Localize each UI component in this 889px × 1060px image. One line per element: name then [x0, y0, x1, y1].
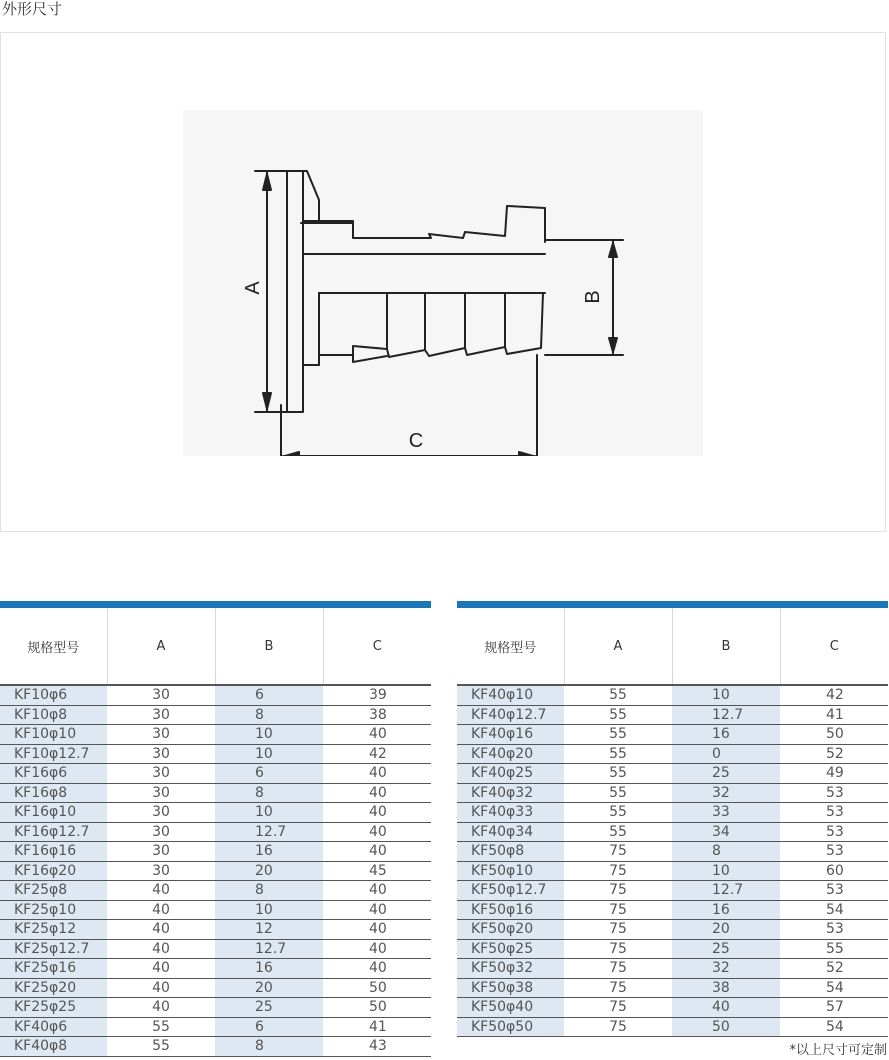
cell-c: 54: [780, 900, 888, 920]
table-row: [457, 803, 888, 823]
cell-model: KF50φ25: [457, 939, 564, 959]
cell-b: 10: [215, 803, 323, 823]
cell-c: 50: [323, 978, 431, 998]
cell-c: 53: [780, 803, 888, 823]
spec-table-left-body: [0, 685, 431, 1056]
cell-b: 32: [672, 783, 780, 803]
table-row: [0, 1017, 431, 1037]
cell-c: 40: [323, 783, 431, 803]
cell-c: 41: [780, 705, 888, 725]
cell-a: 55: [564, 744, 672, 764]
cell-b: 40: [672, 998, 780, 1018]
cell-a: 30: [107, 744, 215, 764]
cell-a: 30: [107, 861, 215, 881]
cell-c: 40: [323, 920, 431, 940]
cell-model: KF50φ32: [457, 959, 564, 979]
cell-c: 49: [780, 764, 888, 784]
cell-a: 55: [564, 822, 672, 842]
cell-a: 30: [107, 842, 215, 862]
cell-model: KF40φ33: [457, 803, 564, 823]
table-row: [457, 939, 888, 959]
cell-b: 32: [672, 959, 780, 979]
cell-c: 50: [323, 998, 431, 1018]
dimension-label-c: C: [408, 430, 424, 452]
cell-a: 75: [564, 920, 672, 940]
cell-c: 40: [323, 725, 431, 745]
cell-c: 52: [780, 744, 888, 764]
cell-a: 55: [564, 803, 672, 823]
table-row: [0, 861, 431, 881]
cell-a: 55: [564, 725, 672, 745]
table-row: [0, 959, 431, 979]
cell-a: 40: [107, 998, 215, 1018]
table-row: [457, 978, 888, 998]
cell-c: 40: [323, 959, 431, 979]
cell-a: 55: [107, 1017, 215, 1037]
cell-c: 40: [323, 822, 431, 842]
cell-a: 75: [564, 978, 672, 998]
section-title: 外形尺寸: [2, 0, 63, 18]
table-header-bar: [0, 601, 431, 608]
table-row: [457, 1017, 888, 1037]
table-row: [0, 881, 431, 901]
cell-c: 40: [323, 803, 431, 823]
table-row: [0, 764, 431, 784]
cell-a: 30: [107, 705, 215, 725]
cell-model: KF25φ10: [0, 900, 107, 920]
cell-model: KF50φ40: [457, 998, 564, 1018]
cell-model: KF16φ6: [0, 764, 107, 784]
table-row: [457, 881, 888, 901]
cell-a: 40: [107, 920, 215, 940]
cell-model: KF16φ10: [0, 803, 107, 823]
cell-a: 30: [107, 764, 215, 784]
dimension-label-b: B: [582, 290, 604, 304]
cell-c: 55: [780, 939, 888, 959]
cell-model: KF16φ8: [0, 783, 107, 803]
table-row: [0, 1037, 431, 1057]
cell-a: 30: [107, 685, 215, 705]
footnote: *以上尺寸可定制: [789, 1043, 887, 1058]
table-row: [457, 685, 888, 705]
cell-a: 30: [107, 803, 215, 823]
cell-b: 12.7: [672, 881, 780, 901]
cell-b: 12.7: [215, 822, 323, 842]
header-model: 规格型号: [0, 608, 107, 685]
table-row: [457, 998, 888, 1018]
cell-c: 41: [323, 1017, 431, 1037]
cell-b: 16: [672, 900, 780, 920]
cell-model: KF40φ32: [457, 783, 564, 803]
cell-a: 30: [107, 783, 215, 803]
cell-c: 50: [780, 725, 888, 745]
cell-a: 55: [107, 1037, 215, 1057]
spec-table-left: [0, 601, 431, 1057]
table-row: [457, 744, 888, 764]
cell-model: KF25φ8: [0, 881, 107, 901]
cell-model: KF16φ12.7: [0, 822, 107, 842]
cell-model: KF25φ12.7: [0, 939, 107, 959]
cell-model: KF40φ20: [457, 744, 564, 764]
cell-c: 40: [323, 764, 431, 784]
cell-a: 75: [564, 881, 672, 901]
cell-b: 0: [672, 744, 780, 764]
cell-b: 20: [215, 861, 323, 881]
table-row: [0, 744, 431, 764]
cell-c: 40: [323, 842, 431, 862]
cell-model: KF40φ6: [0, 1017, 107, 1037]
cell-c: 52: [780, 959, 888, 979]
cell-b: 50: [672, 1017, 780, 1037]
cell-c: 42: [780, 685, 888, 705]
cell-b: 33: [672, 803, 780, 823]
cell-a: 55: [564, 783, 672, 803]
cell-b: 8: [215, 705, 323, 725]
table-row: [0, 998, 431, 1018]
cell-model: KF50φ12.7: [457, 881, 564, 901]
cell-model: KF25φ16: [0, 959, 107, 979]
table-row: [0, 900, 431, 920]
table-row: [457, 725, 888, 745]
table-row: [0, 803, 431, 823]
cell-model: KF10φ12.7: [0, 744, 107, 764]
table-row: [457, 900, 888, 920]
cell-b: 10: [672, 685, 780, 705]
cell-a: 40: [107, 900, 215, 920]
cell-c: 54: [780, 1017, 888, 1037]
flange-outline: [287, 171, 303, 412]
cell-model: KF10φ10: [0, 725, 107, 745]
cell-b: 10: [215, 744, 323, 764]
header-b: B: [215, 608, 323, 685]
table-row: [0, 705, 431, 725]
cell-model: KF16φ20: [0, 861, 107, 881]
cell-a: 40: [107, 881, 215, 901]
cell-model: KF25φ12: [0, 920, 107, 940]
cell-model: KF40φ16: [457, 725, 564, 745]
table-row: [0, 978, 431, 998]
header-a: A: [107, 608, 215, 685]
cell-a: 75: [564, 939, 672, 959]
cell-c: 42: [323, 744, 431, 764]
cell-a: 40: [107, 939, 215, 959]
table-row: [457, 920, 888, 940]
table-row: [457, 705, 888, 725]
cell-a: 75: [564, 900, 672, 920]
cell-c: 43: [323, 1037, 431, 1057]
cell-model: KF40φ25: [457, 764, 564, 784]
cell-b: 20: [215, 978, 323, 998]
cell-c: 54: [780, 978, 888, 998]
table-row: [0, 783, 431, 803]
cell-b: 16: [215, 959, 323, 979]
cell-b: 8: [215, 1037, 323, 1057]
cell-model: KF50φ50: [457, 1017, 564, 1037]
cell-b: 6: [215, 685, 323, 705]
table-row: [0, 822, 431, 842]
header-a: A: [564, 608, 672, 685]
cell-b: 12: [215, 920, 323, 940]
cell-c: 53: [780, 920, 888, 940]
cell-b: 12.7: [672, 705, 780, 725]
header-model: 规格型号: [457, 608, 564, 685]
cell-c: 53: [780, 783, 888, 803]
cell-b: 6: [215, 764, 323, 784]
cell-a: 75: [564, 842, 672, 862]
cell-b: 10: [215, 900, 323, 920]
cell-c: 53: [780, 822, 888, 842]
cell-a: 55: [564, 685, 672, 705]
cell-a: 55: [564, 705, 672, 725]
cell-c: 40: [323, 900, 431, 920]
table-row: [457, 861, 888, 881]
cell-model: KF50φ20: [457, 920, 564, 940]
cell-model: KF16φ16: [0, 842, 107, 862]
cell-model: KF50φ16: [457, 900, 564, 920]
spec-table-right: [457, 601, 888, 1037]
cell-model: KF40φ12.7: [457, 705, 564, 725]
cell-c: 39: [323, 685, 431, 705]
cell-a: 75: [564, 998, 672, 1018]
cell-a: 55: [564, 764, 672, 784]
table-row: [0, 920, 431, 940]
cell-model: KF25φ25: [0, 998, 107, 1018]
table-row: [457, 783, 888, 803]
cell-c: 38: [323, 705, 431, 725]
cell-b: 8: [672, 842, 780, 862]
cell-a: 30: [107, 822, 215, 842]
cell-model: KF40φ34: [457, 822, 564, 842]
cell-model: KF10φ6: [0, 685, 107, 705]
cell-a: 75: [564, 861, 672, 881]
cell-b: 20: [672, 920, 780, 940]
cell-c: 53: [780, 881, 888, 901]
cell-c: 60: [780, 861, 888, 881]
cell-model: KF50φ8: [457, 842, 564, 862]
cell-b: 10: [215, 725, 323, 745]
cell-b: 38: [672, 978, 780, 998]
cell-a: 40: [107, 978, 215, 998]
table-row: [0, 842, 431, 862]
cell-b: 25: [672, 939, 780, 959]
cell-model: KF40φ10: [457, 685, 564, 705]
barb-teeth: [319, 293, 543, 357]
dimension-drawing: [183, 110, 703, 456]
table-row: [457, 842, 888, 862]
table-row: [457, 822, 888, 842]
cell-a: 75: [564, 959, 672, 979]
cell-a: 40: [107, 959, 215, 979]
table-row: [0, 725, 431, 745]
cell-c: 40: [323, 881, 431, 901]
table-row: [0, 939, 431, 959]
cell-a: 30: [107, 725, 215, 745]
table-row: [0, 685, 431, 705]
cell-b: 10: [672, 861, 780, 881]
cell-c: 57: [780, 998, 888, 1018]
header-c: C: [780, 608, 888, 685]
cell-model: KF25φ20: [0, 978, 107, 998]
cell-model: KF40φ8: [0, 1037, 107, 1057]
cell-b: 6: [215, 1017, 323, 1037]
cell-b: 12.7: [215, 939, 323, 959]
header-b: B: [672, 608, 780, 685]
cell-c: 40: [323, 939, 431, 959]
barb-teeth-lower: [319, 355, 387, 365]
cell-b: 25: [215, 998, 323, 1018]
table-header-bar: [457, 601, 888, 608]
header-c: C: [323, 608, 431, 685]
cell-b: 25: [672, 764, 780, 784]
cell-b: 16: [672, 725, 780, 745]
table-row: [457, 764, 888, 784]
spec-table-right-body: [457, 685, 888, 1037]
cell-a: 75: [564, 1017, 672, 1037]
cell-b: 16: [215, 842, 323, 862]
dimension-label-a: A: [242, 281, 264, 295]
cell-model: KF10φ8: [0, 705, 107, 725]
cell-model: KF50φ38: [457, 978, 564, 998]
cell-model: KF50φ10: [457, 861, 564, 881]
cell-c: 45: [323, 861, 431, 881]
table-row: [457, 959, 888, 979]
cell-b: 8: [215, 783, 323, 803]
cell-c: 53: [780, 842, 888, 862]
cell-b: 34: [672, 822, 780, 842]
cell-b: 8: [215, 881, 323, 901]
